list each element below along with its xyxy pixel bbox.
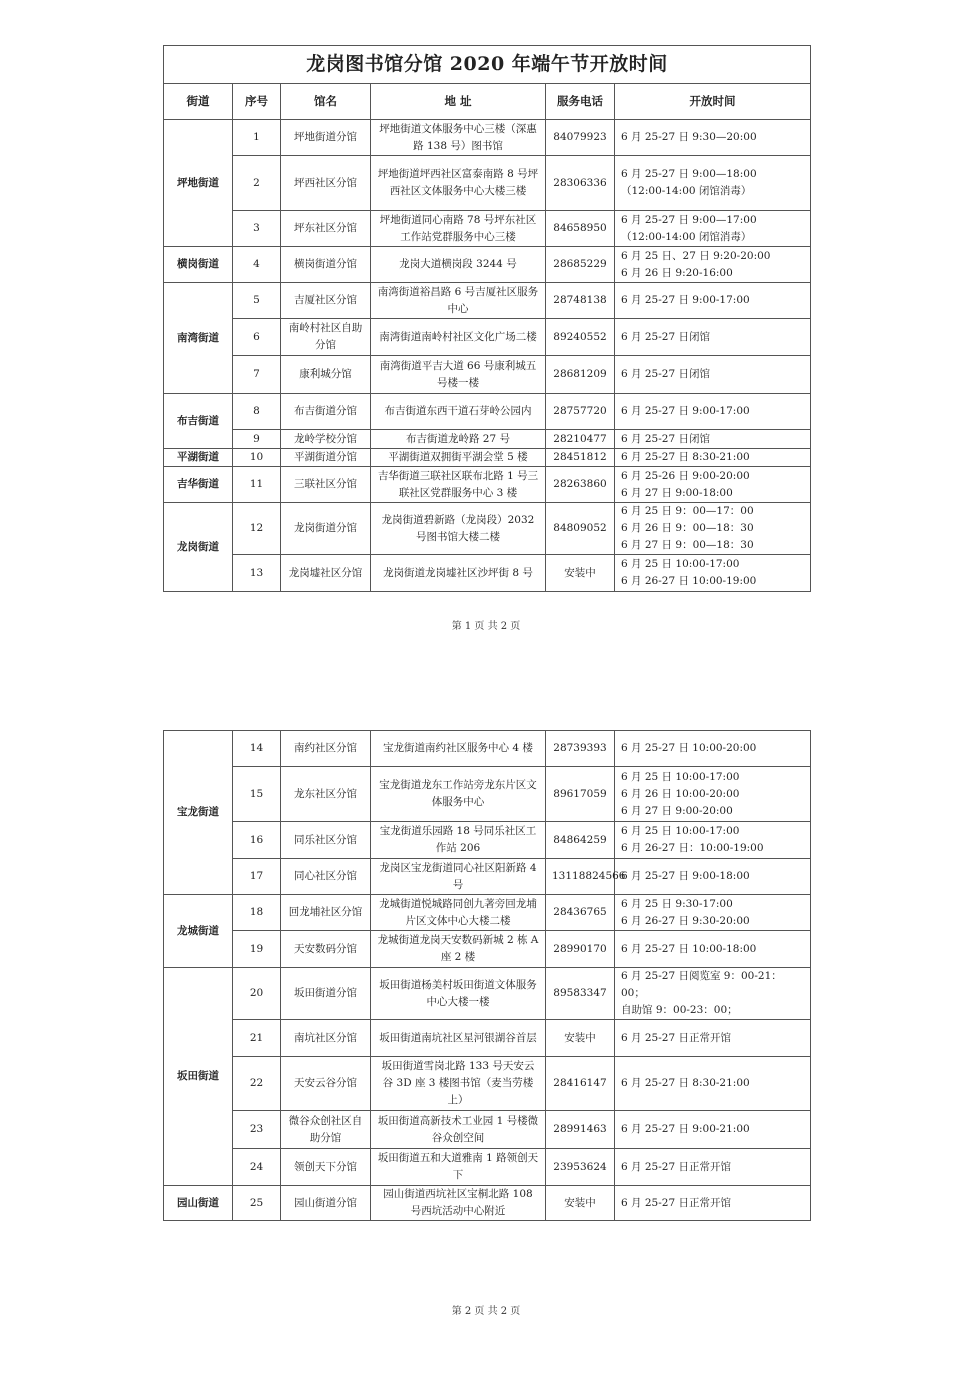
branch-name-cell: 龙岗街道分馆: [281, 503, 371, 555]
header-street: 街道: [164, 84, 233, 120]
seq-cell: 3: [233, 211, 281, 247]
address-cell: 坂田街道高新技术工业园 1 号楼微谷众创空间: [371, 1111, 546, 1149]
table-row: [164, 503, 811, 555]
table-row: [164, 1186, 811, 1221]
hours-cell: 6 月 25-27 日 9:00-21:00: [615, 1111, 811, 1149]
schedule-table-page-2: [163, 730, 811, 1221]
seq-cell: 9: [233, 430, 281, 449]
table-row: [164, 156, 811, 211]
seq-cell: 8: [233, 394, 281, 430]
phone-cell: 28757720: [546, 394, 615, 430]
table-row: [164, 731, 811, 767]
hours-cell: 6 月 25 日 10:00-17:00 6 月 26-27 日 10:00-19:00: [615, 555, 811, 592]
street-cell: 布吉街道: [164, 394, 233, 449]
phone-cell: 安装中: [546, 1020, 615, 1057]
street-cell: 宝龙街道: [164, 731, 233, 895]
address-cell: 布吉街道东西干道石芽岭公园内: [371, 394, 546, 430]
street-cell: 南湾街道: [164, 283, 233, 394]
phone-cell: 28210477: [546, 430, 615, 449]
hours-cell: 6 月 25-27 日阅览室 9：00-21：00； 自助馆 9：00-23：00；: [615, 968, 811, 1020]
hours-cell: 6 月 25 日 9:30-17:00 6 月 26-27 日 9:30-20:00: [615, 895, 811, 931]
hours-cell: 6 月 25 日 9：00—17：00 6 月 26 日 9：00—18：30 6 月 27 日 9：00—18：30: [615, 503, 811, 555]
hours-cell: 6 月 25-27 日 9:00—17:00 （12:00-14:00 闭馆消毒）: [615, 211, 811, 247]
seq-cell: 19: [233, 931, 281, 968]
hours-cell: 6 月 25 日、27 日 9:20-20:00 6 月 26 日 9:20-16:00: [615, 247, 811, 283]
table-row: [164, 449, 811, 467]
street-cell: 坪地街道: [164, 120, 233, 247]
street-cell: 坂田街道: [164, 968, 233, 1186]
table-row: [164, 1020, 811, 1057]
phone-cell: 89617059: [546, 767, 615, 822]
branch-name-cell: 龙岭学校分馆: [281, 430, 371, 449]
seq-cell: 4: [233, 247, 281, 283]
branch-name-cell: 三联社区分馆: [281, 467, 371, 503]
document-title: 龙岗图书馆分馆 2020 年端午节开放时间: [164, 46, 811, 84]
branch-name-cell: 平湖街道分馆: [281, 449, 371, 467]
seq-cell: 12: [233, 503, 281, 555]
address-cell: 坂田街道五和大道雅南 1 路领创天下: [371, 1149, 546, 1186]
hours-cell: 6 月 25-27 日 9:00-18:00: [615, 859, 811, 895]
phone-cell: 28416147: [546, 1057, 615, 1111]
address-cell: 宝龙街道乐园路 18 号同乐社区工作站 206: [371, 822, 546, 859]
hours-cell: 6 月 25-27 日 9:00-17:00: [615, 283, 811, 319]
address-cell: 坪地街道坪西社区富泰南路 8 号坪西社区文体服务中心大楼三楼: [371, 156, 546, 211]
page-footer-1: 第 1 页 共 2 页: [451, 621, 521, 632]
branch-name-cell: 龙岗墟社区分馆: [281, 555, 371, 592]
seq-cell: 20: [233, 968, 281, 1020]
seq-cell: 21: [233, 1020, 281, 1057]
street-cell: 吉华街道: [164, 467, 233, 503]
header-hours: 开放时间: [615, 84, 811, 120]
seq-cell: 11: [233, 467, 281, 503]
table-body-page-2: [164, 731, 811, 1221]
phone-cell: 84809052: [546, 503, 615, 555]
phone-cell: 28739393: [546, 731, 615, 767]
address-cell: 龙岗街道碧新路（龙岗段）2032 号图书馆大楼二楼: [371, 503, 546, 555]
branch-name-cell: 南坑社区分馆: [281, 1020, 371, 1057]
table-row: [164, 430, 811, 449]
phone-cell: 89240552: [546, 319, 615, 356]
address-cell: 坂田街道杨美村坂田街道文体服务中心大楼一楼: [371, 968, 546, 1020]
branch-name-cell: 康利城分馆: [281, 356, 371, 394]
table-row: [164, 283, 811, 319]
hours-cell: 6 月 25-27 日 8:30-21:00: [615, 1057, 811, 1111]
address-cell: 坂田街道雪岗北路 133 号天安云谷 3D 座 3 楼图书馆（麦当劳楼上）: [371, 1057, 546, 1111]
table-row: [164, 555, 811, 592]
schedule-table-page-1: [163, 45, 811, 592]
phone-cell: 28306336: [546, 156, 615, 211]
seq-cell: 13: [233, 555, 281, 592]
address-cell: 宝龙街道龙东工作站旁龙东片区文体服务中心: [371, 767, 546, 822]
branch-name-cell: 吉厦社区分馆: [281, 283, 371, 319]
branch-name-cell: 园山街道分馆: [281, 1186, 371, 1221]
table-row: [164, 1149, 811, 1186]
address-cell: 平湖街道双拥街平湖会堂 5 楼: [371, 449, 546, 467]
street-cell: 龙城街道: [164, 895, 233, 968]
seq-cell: 5: [233, 283, 281, 319]
table-row: [164, 467, 811, 503]
header-name: 馆名: [281, 84, 371, 120]
branch-name-cell: 坪西社区分馆: [281, 156, 371, 211]
address-cell: 南湾街道平吉大道 66 号康利城五号楼一楼: [371, 356, 546, 394]
branch-name-cell: 同心社区分馆: [281, 859, 371, 895]
branch-name-cell: 领创天下分馆: [281, 1149, 371, 1186]
phone-cell: 28681209: [546, 356, 615, 394]
hours-cell: 6 月 25 日 10:00-17:00 6 月 26 日 10:00-20:00 6 月 27 日 9:00-20:00: [615, 767, 811, 822]
branch-name-cell: 微谷众创社区自助分馆: [281, 1111, 371, 1149]
phone-cell: 28263860: [546, 467, 615, 503]
table-row: [164, 211, 811, 247]
table-row: [164, 394, 811, 430]
branch-name-cell: 坪东社区分馆: [281, 211, 371, 247]
seq-cell: 17: [233, 859, 281, 895]
address-cell: 吉华街道三联社区联布北路 1 号三联社区党群服务中心 3 楼: [371, 467, 546, 503]
address-cell: 园山街道西坑社区宝桐北路 108 号西坑活动中心附近: [371, 1186, 546, 1221]
header-seq: 序号: [233, 84, 281, 120]
seq-cell: 15: [233, 767, 281, 822]
phone-cell: 28748138: [546, 283, 615, 319]
table-row: [164, 1057, 811, 1111]
table-row: [164, 247, 811, 283]
phone-cell: 84079923: [546, 120, 615, 156]
header-phone: 服务电话: [546, 84, 615, 120]
phone-cell: 安装中: [546, 1186, 615, 1221]
address-cell: 龙岗区宝龙街道同心社区阳新路 4 号: [371, 859, 546, 895]
branch-name-cell: 天安云谷分馆: [281, 1057, 371, 1111]
hours-cell: 6 月 25-27 日 8:30-21:00: [615, 449, 811, 467]
phone-cell: 28685229: [546, 247, 615, 283]
hours-cell: 6 月 25-27 日闭馆: [615, 319, 811, 356]
document-page-1: [0, 0, 972, 680]
table-row: [164, 356, 811, 394]
street-cell: 园山街道: [164, 1186, 233, 1221]
phone-cell: 28436765: [546, 895, 615, 931]
branch-name-cell: 南约社区分馆: [281, 731, 371, 767]
table-row: [164, 767, 811, 822]
table-row: [164, 968, 811, 1020]
hours-cell: 6 月 25-27 日 9:30—20:00: [615, 120, 811, 156]
seq-cell: 25: [233, 1186, 281, 1221]
branch-name-cell: 坪地街道分馆: [281, 120, 371, 156]
seq-cell: 22: [233, 1057, 281, 1111]
seq-cell: 10: [233, 449, 281, 467]
hours-cell: 6 月 25-27 日正常开馆: [615, 1020, 811, 1057]
table-row: [164, 120, 811, 156]
hours-cell: 6 月 25-27 日 10:00-18:00: [615, 931, 811, 968]
hours-cell: 6 月 25-27 日闭馆: [615, 356, 811, 394]
page-footer-2: 第 2 页 共 2 页: [451, 1306, 521, 1317]
phone-cell: 23953624: [546, 1149, 615, 1186]
branch-name-cell: 同乐社区分馆: [281, 822, 371, 859]
seq-cell: 2: [233, 156, 281, 211]
phone-cell: 89583347: [546, 968, 615, 1020]
address-cell: 南湾街道南岭村社区文化广场二楼: [371, 319, 546, 356]
phone-cell: 28990170: [546, 931, 615, 968]
seq-cell: 18: [233, 895, 281, 931]
phone-cell: 安装中: [546, 555, 615, 592]
hours-cell: 6 月 25-26 日 9:00-20:00 6 月 27 日 9:00-18:00: [615, 467, 811, 503]
phone-cell: 28451812: [546, 449, 615, 467]
branch-name-cell: 南岭村社区自助分馆: [281, 319, 371, 356]
address-cell: 龙城街道悦城路同创九著旁回龙埔片区文体中心大楼二楼: [371, 895, 546, 931]
address-cell: 布吉街道龙岭路 27 号: [371, 430, 546, 449]
phone-cell: 84864259: [546, 822, 615, 859]
branch-name-cell: 坂田街道分馆: [281, 968, 371, 1020]
table-row: [164, 319, 811, 356]
address-cell: 龙城街道龙岗天安数码新城 2 栋 A 座 2 楼: [371, 931, 546, 968]
seq-cell: 23: [233, 1111, 281, 1149]
hours-cell: 6 月 25-27 日 10:00-20:00: [615, 731, 811, 767]
branch-name-cell: 布吉街道分馆: [281, 394, 371, 430]
seq-cell: 14: [233, 731, 281, 767]
branch-name-cell: 天安数码分馆: [281, 931, 371, 968]
table-row: [164, 931, 811, 968]
hours-cell: 6 月 25-27 日正常开馆: [615, 1149, 811, 1186]
address-cell: 龙岗大道横岗段 3244 号: [371, 247, 546, 283]
table-row: [164, 859, 811, 895]
seq-cell: 24: [233, 1149, 281, 1186]
branch-name-cell: 横岗街道分馆: [281, 247, 371, 283]
seq-cell: 16: [233, 822, 281, 859]
document-page-2: [0, 680, 972, 1375]
phone-cell: 84658950: [546, 211, 615, 247]
street-cell: 横岗街道: [164, 247, 233, 283]
hours-cell: 6 月 25-27 日 9:00-17:00: [615, 394, 811, 430]
address-cell: 龙岗街道龙岗墟社区沙坪街 8 号: [371, 555, 546, 592]
table-row: [164, 1111, 811, 1149]
hours-cell: 6 月 25-27 日 9:00—18:00 （12:00-14:00 闭馆消毒）: [615, 156, 811, 211]
address-cell: 坪地街道同心南路 78 号坪东社区工作站党群服务中心三楼: [371, 211, 546, 247]
address-cell: 宝龙街道南约社区服务中心 4 楼: [371, 731, 546, 767]
branch-name-cell: 龙东社区分馆: [281, 767, 371, 822]
hours-cell: 6 月 25-27 日正常开馆: [615, 1186, 811, 1221]
hours-cell: 6 月 25-27 日闭馆: [615, 430, 811, 449]
seq-cell: 7: [233, 356, 281, 394]
address-cell: 坂田街道南坑社区星河银湖谷首层: [371, 1020, 546, 1057]
header-address: 地 址: [371, 84, 546, 120]
address-cell: 坪地街道文体服务中心三楼（深惠路 138 号）图书馆: [371, 120, 546, 156]
street-cell: 平湖街道: [164, 449, 233, 467]
table-body-page-1: [164, 120, 811, 592]
seq-cell: 6: [233, 319, 281, 356]
address-cell: 南湾街道裕昌路 6 号吉厦社区服务中心: [371, 283, 546, 319]
street-cell: 龙岗街道: [164, 503, 233, 592]
phone-cell: 28991463: [546, 1111, 615, 1149]
branch-name-cell: 回龙埔社区分馆: [281, 895, 371, 931]
table-row: [164, 822, 811, 859]
seq-cell: 1: [233, 120, 281, 156]
phone-cell: 13118824566: [546, 859, 615, 895]
hours-cell: 6 月 25 日 10:00-17:00 6 月 26-27 日：10:00-19:00: [615, 822, 811, 859]
table-row: [164, 895, 811, 931]
